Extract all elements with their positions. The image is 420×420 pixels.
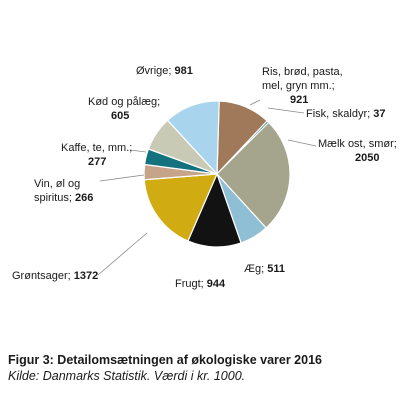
slice-label: Kaffe, te, mm.; xyxy=(61,142,133,154)
slice-label: Fisk, skaldyr; 37 xyxy=(306,108,386,120)
slice-label: 921 xyxy=(290,94,309,106)
figure-source: Kilde: Danmarks Statistik. Værdi i kr. 1000. xyxy=(8,369,246,383)
slice-label: spiritus; 266 xyxy=(34,192,94,204)
slice-label: Æg; 511 xyxy=(244,263,285,275)
figure-title: Figur 3: Detailomsætningen af økologiske varer 2016 xyxy=(8,353,322,367)
leader-line xyxy=(130,150,146,152)
slice-label: Mælk ost, smør; xyxy=(318,138,397,150)
slice-label: 605 xyxy=(111,110,130,122)
slice-label: mel, gryn mm.; xyxy=(262,80,335,92)
slice-label: Øvrige; 981 xyxy=(136,65,193,77)
leader-line xyxy=(98,233,147,275)
leader-line xyxy=(100,175,144,181)
slice-label: 277 xyxy=(88,156,107,168)
slice-label: Kød og pålæg; xyxy=(88,96,161,108)
leader-line xyxy=(268,108,304,113)
leader-line xyxy=(288,140,316,146)
slice-label: 2050 xyxy=(355,152,380,164)
slice-label: Ris, brød, pasta, xyxy=(262,66,343,78)
figure-caption xyxy=(8,352,322,384)
slice-label: Vin, øl og xyxy=(34,178,81,190)
slice-label: Grøntsager; 1372 xyxy=(12,270,99,282)
slice-label: Frugt; 944 xyxy=(175,278,226,290)
leader-line xyxy=(250,100,260,105)
